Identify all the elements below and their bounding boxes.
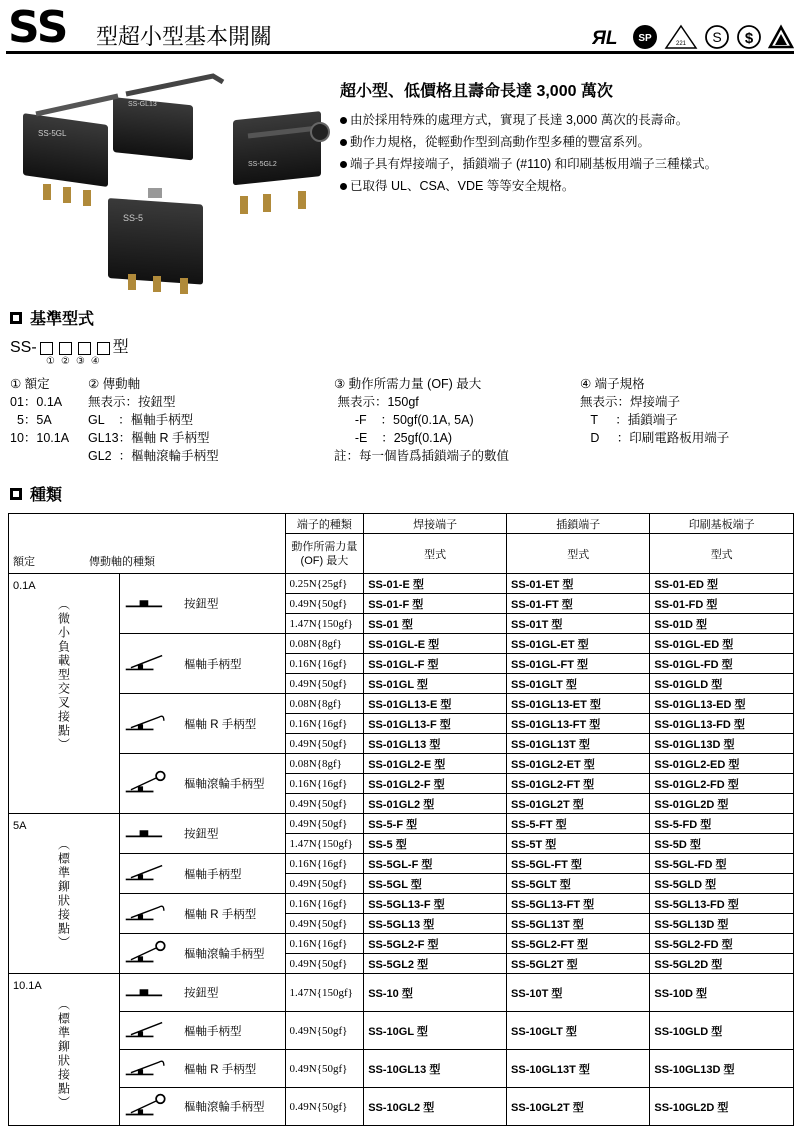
header-col-sub: 型式 [364, 534, 507, 574]
model-quick-connect: SS-5T 型 [507, 834, 650, 854]
operating-force: 0.49N{50gf} [285, 914, 364, 934]
model-solder: SS-5GL2-F 型 [364, 934, 507, 954]
intro [340, 78, 790, 197]
model-solder: SS-01GL2-E 型 [364, 754, 507, 774]
header-col: 焊接端子 [364, 514, 507, 534]
model-quick-connect: SS-01-FT 型 [507, 594, 650, 614]
rated-cell: 10.1A ︵標準鉚狀接點︶ [9, 974, 120, 1126]
model-solder: SS-10GL 型 [364, 1012, 507, 1050]
rlever-actuator-icon [124, 1057, 184, 1081]
code-box [78, 342, 91, 355]
series-logo: SS [8, 2, 68, 53]
svg-text:$: $ [744, 30, 754, 47]
model-pcb: SS-5-FD 型 [650, 814, 794, 834]
table-row [9, 1088, 794, 1126]
operating-force: 1.47N{150gf} [285, 614, 364, 634]
photo-label: SS-5GL [38, 129, 67, 138]
actuator-cell: 樞軸 R 手柄型 [120, 694, 286, 754]
model-quick-connect: SS-5GL2T 型 [507, 954, 650, 974]
operating-force: 0.49N{50gf} [285, 1088, 364, 1126]
section-heading: 種類 [10, 482, 62, 505]
code-numbers: ① ② ③ ④ [46, 356, 100, 367]
model-quick-connect: SS-01GL13-ET 型 [507, 694, 650, 714]
model-solder: SS-01GL-F 型 [364, 654, 507, 674]
operating-force: 0.49N{50gf} [285, 874, 364, 894]
button-actuator-icon [124, 984, 184, 1001]
rated-note: ︵標準鉚狀接點︶ [56, 838, 71, 950]
table-row [9, 1012, 794, 1050]
model-quick-connect: SS-01GL-FT 型 [507, 654, 650, 674]
intro-bullet: 端子具有焊接端子，插鎖端子 (#110) 和印刷基板用端子三種樣式。 [340, 153, 790, 175]
tuv-icon [664, 24, 698, 50]
model-quick-connect: SS-10T 型 [507, 974, 650, 1012]
roller-actuator-icon [124, 1092, 184, 1121]
operating-force: 1.47N{150gf} [285, 974, 364, 1012]
model-quick-connect: SS-5GLT 型 [507, 874, 650, 894]
header-col: 插鎖端子 [507, 514, 650, 534]
model-pcb: SS-5GL2D 型 [650, 954, 794, 974]
rated-note: ︵標準鉚狀接點︶ [56, 998, 71, 1110]
model-pcb: SS-10D 型 [650, 974, 794, 1012]
table-row [9, 634, 794, 654]
operating-force: 0.49N{50gf} [285, 954, 364, 974]
code-force: ③ 動作所需力量 (OF) 最大 無表示：150gf -F ：50gf(0.1A, 5A) -E ：25gf(0.1A) 註：每一個皆爲插鎖端子的數值 [334, 377, 510, 463]
model-solder: SS-01GL 型 [364, 674, 507, 694]
model-quick-connect: SS-01-ET 型 [507, 574, 650, 594]
code-terminal: ④ 端子規格 無表示：焊接端子 T ：插鎖端子 D ：印刷電路板用端子 [580, 377, 730, 445]
code-rated: ① 額定 01：0.1A 5：5A 10：10.1A [10, 377, 70, 445]
header-col: 印刷基板端子 [650, 514, 794, 534]
model-quick-connect: SS-10GLT 型 [507, 1012, 650, 1050]
table-row [9, 974, 794, 1012]
header-col-sub: 型式 [650, 534, 794, 574]
photo-label: SS-GL13 [128, 101, 157, 108]
header-rated-actuator [9, 514, 286, 574]
model-pcb: SS-5GL13D 型 [650, 914, 794, 934]
intro-bullet: 已取得 UL、CSA、VDE 等等安全規格。 [340, 175, 790, 197]
model-quick-connect: SS-01GL-ET 型 [507, 634, 650, 654]
table-row [9, 894, 794, 914]
rated-cell: 5A ︵標準鉚狀接點︶ [9, 814, 120, 974]
rlever-actuator-icon [124, 902, 184, 926]
model-quick-connect: SS-01GLT 型 [507, 674, 650, 694]
button-actuator-icon [124, 595, 184, 612]
model-quick-connect: SS-10GL2T 型 [507, 1088, 650, 1126]
operating-force: 0.49N{50gf} [285, 594, 364, 614]
intro-bullet: 動作力規格，從輕動作型到高動作型多種的豐富系列。 [340, 131, 790, 153]
lever-actuator-icon [124, 652, 184, 676]
model-pcb: SS-10GLD 型 [650, 1012, 794, 1050]
model-quick-connect: SS-5GL13T 型 [507, 914, 650, 934]
roller-actuator-icon [124, 769, 184, 798]
svg-text:S: S [712, 29, 722, 45]
photo-label: SS-5 [123, 213, 144, 223]
model-solder: SS-01GL-E 型 [364, 634, 507, 654]
model-pcb: SS-5GL-FD 型 [650, 854, 794, 874]
demko-icon [736, 24, 762, 50]
model-pcb: SS-01GL13D 型 [650, 734, 794, 754]
model-solder: SS-01GL13 型 [364, 734, 507, 754]
operating-force: 0.16N{16gf} [285, 654, 364, 674]
model-quick-connect: SS-5-FT 型 [507, 814, 650, 834]
model-solder: SS-10 型 [364, 974, 507, 1012]
model-solder: SS-01GL13-F 型 [364, 714, 507, 734]
model-table [8, 513, 794, 1126]
model-solder: SS-5GL2 型 [364, 954, 507, 974]
header-rated: 額定 [13, 556, 35, 568]
model-solder: SS-10GL2 型 [364, 1088, 507, 1126]
model-quick-connect: SS-01GL13-FT 型 [507, 714, 650, 734]
model-quick-connect: SS-01GL2-ET 型 [507, 754, 650, 774]
actuator-cell: 樞軸滾輪手柄型 [120, 934, 286, 974]
operating-force: 0.25N{25gf} [285, 574, 364, 594]
lever-actuator-icon [124, 862, 184, 886]
operating-force: 0.16N{16gf} [285, 894, 364, 914]
model-pcb: SS-5GLD 型 [650, 874, 794, 894]
header-terminal: 端子的種類 [285, 514, 364, 534]
actuator-cell: 樞軸手柄型 [120, 1012, 286, 1050]
csa-icon [632, 24, 658, 50]
model-pcb: SS-5D 型 [650, 834, 794, 854]
model-pcb: SS-01D 型 [650, 614, 794, 634]
operating-force: 0.08N{8gf} [285, 694, 364, 714]
model-quick-connect: SS-5GL-FT 型 [507, 854, 650, 874]
photo-label: SS-5GL2 [248, 161, 277, 168]
operating-force: 0.49N{50gf} [285, 794, 364, 814]
vde-icon [768, 24, 794, 50]
page-header [6, 2, 794, 54]
rated-note: ︵微小負載型交叉接點︶ [56, 598, 71, 752]
actuator-cell: 樞軸 R 手柄型 [120, 1050, 286, 1088]
actuator-cell: 按鈕型 [120, 574, 286, 634]
model-quick-connect: SS-01T 型 [507, 614, 650, 634]
svg-text:221: 221 [675, 41, 687, 47]
model-pcb: SS-01GL2D 型 [650, 794, 794, 814]
model-solder: SS-01GL2-F 型 [364, 774, 507, 794]
model-solder: SS-5GL 型 [364, 874, 507, 894]
model-solder: SS-01 型 [364, 614, 507, 634]
model-pcb: SS-01-FD 型 [650, 594, 794, 614]
semko-icon [704, 24, 730, 50]
model-pcb: SS-01GLD 型 [650, 674, 794, 694]
svg-text:SP: SP [638, 33, 652, 44]
rated-cell: 0.1A ︵微小負載型交叉接點︶ [9, 574, 120, 814]
header-col-sub: 型式 [507, 534, 650, 574]
model-quick-connect: SS-01GL2-FT 型 [507, 774, 650, 794]
operating-force: 0.49N{50gf} [285, 1050, 364, 1088]
actuator-cell: 樞軸滾輪手柄型 [120, 1088, 286, 1126]
model-solder: SS-10GL13 型 [364, 1050, 507, 1088]
table-row [9, 1050, 794, 1088]
operating-force: 0.49N{50gf} [285, 674, 364, 694]
actuator-cell: 樞軸手柄型 [120, 634, 286, 694]
model-pcb: SS-5GL2-FD 型 [650, 934, 794, 954]
table-row [9, 574, 794, 594]
actuator-cell: 樞軸滾輪手柄型 [120, 754, 286, 814]
header-actuator: 傳動軸的種類 [89, 556, 155, 568]
model-solder: SS-5 型 [364, 834, 507, 854]
operating-force: 0.08N{8gf} [285, 634, 364, 654]
operating-force: 0.16N{16gf} [285, 714, 364, 734]
model-pcb: SS-10GL2D 型 [650, 1088, 794, 1126]
model-pcb: SS-01GL13-FD 型 [650, 714, 794, 734]
table-row [9, 754, 794, 774]
model-pcb: SS-01GL-FD 型 [650, 654, 794, 674]
cert-icons [592, 22, 794, 52]
model-solder: SS-5GL13 型 [364, 914, 507, 934]
model-solder: SS-5GL-F 型 [364, 854, 507, 874]
table-row [9, 854, 794, 874]
square-bullet-icon [10, 488, 22, 500]
operating-force: 0.16N{16gf} [285, 774, 364, 794]
lever-actuator-icon [124, 1019, 184, 1043]
header-of: 動作所需力量 (OF) 最大 [285, 534, 364, 574]
page-title: 型超小型基本開關 [96, 24, 273, 49]
code-actuator: ② 傳動軸 無表示：按鈕型 GL ：樞軸手柄型 GL13：樞軸 R 手柄型 GL2 ：樞軸滾輪手柄型 [88, 377, 219, 463]
operating-force: 0.16N{16gf} [285, 854, 364, 874]
code-box [40, 342, 53, 355]
operating-force: 0.49N{50gf} [285, 1012, 364, 1050]
table-row [9, 934, 794, 954]
operating-force: 1.47N{150gf} [285, 834, 364, 854]
operating-force: 0.08N{8gf} [285, 754, 364, 774]
intro-title: 超小型、低價格且壽命長達 3,000 萬次 [340, 83, 613, 100]
model-solder: SS-01GL2 型 [364, 794, 507, 814]
model-solder: SS-5-F 型 [364, 814, 507, 834]
model-pcb: SS-10GL13D 型 [650, 1050, 794, 1088]
code-box [97, 342, 110, 355]
section-heading: 基準型式 [10, 306, 94, 329]
table-row [9, 814, 794, 834]
actuator-cell: 樞軸手柄型 [120, 854, 286, 894]
operating-force: 0.49N{50gf} [285, 734, 364, 754]
model-pcb: SS-01GL2-FD 型 [650, 774, 794, 794]
model-solder: SS-5GL13-F 型 [364, 894, 507, 914]
square-bullet-icon [10, 312, 22, 324]
intro-bullet: 由於採用特殊的處理方式，實現了長達 3,000 萬次的長壽命。 [340, 109, 790, 131]
model-quick-connect: SS-5GL2-FT 型 [507, 934, 650, 954]
model-solder: SS-01-F 型 [364, 594, 507, 614]
model-quick-connect: SS-10GL13T 型 [507, 1050, 650, 1088]
model-quick-connect: SS-01GL13T 型 [507, 734, 650, 754]
model-solder: SS-01GL13-E 型 [364, 694, 507, 714]
model-pcb: SS-01-ED 型 [650, 574, 794, 594]
actuator-cell: 按鈕型 [120, 974, 286, 1012]
code-box [59, 342, 72, 355]
table-row [9, 694, 794, 714]
roller-actuator-icon [124, 939, 184, 968]
model-quick-connect: SS-5GL13-FT 型 [507, 894, 650, 914]
svg-text:ЯL: ЯL [592, 28, 618, 48]
actuator-cell: 按鈕型 [120, 814, 286, 854]
model-pcb: SS-01GL13-ED 型 [650, 694, 794, 714]
rlever-actuator-icon [124, 712, 184, 736]
model-quick-connect: SS-01GL2T 型 [507, 794, 650, 814]
model-pcb: SS-01GL2-ED 型 [650, 754, 794, 774]
model-solder: SS-01-E 型 [364, 574, 507, 594]
model-pcb: SS-5GL13-FD 型 [650, 894, 794, 914]
product-photo [8, 66, 330, 298]
operating-force: 0.49N{50gf} [285, 814, 364, 834]
actuator-cell: 樞軸 R 手柄型 [120, 894, 286, 934]
ul-icon [592, 26, 626, 48]
button-actuator-icon [124, 825, 184, 842]
model-pcb: SS-01GL-ED 型 [650, 634, 794, 654]
model-code: SS- 型 [10, 339, 129, 356]
operating-force: 0.16N{16gf} [285, 934, 364, 954]
